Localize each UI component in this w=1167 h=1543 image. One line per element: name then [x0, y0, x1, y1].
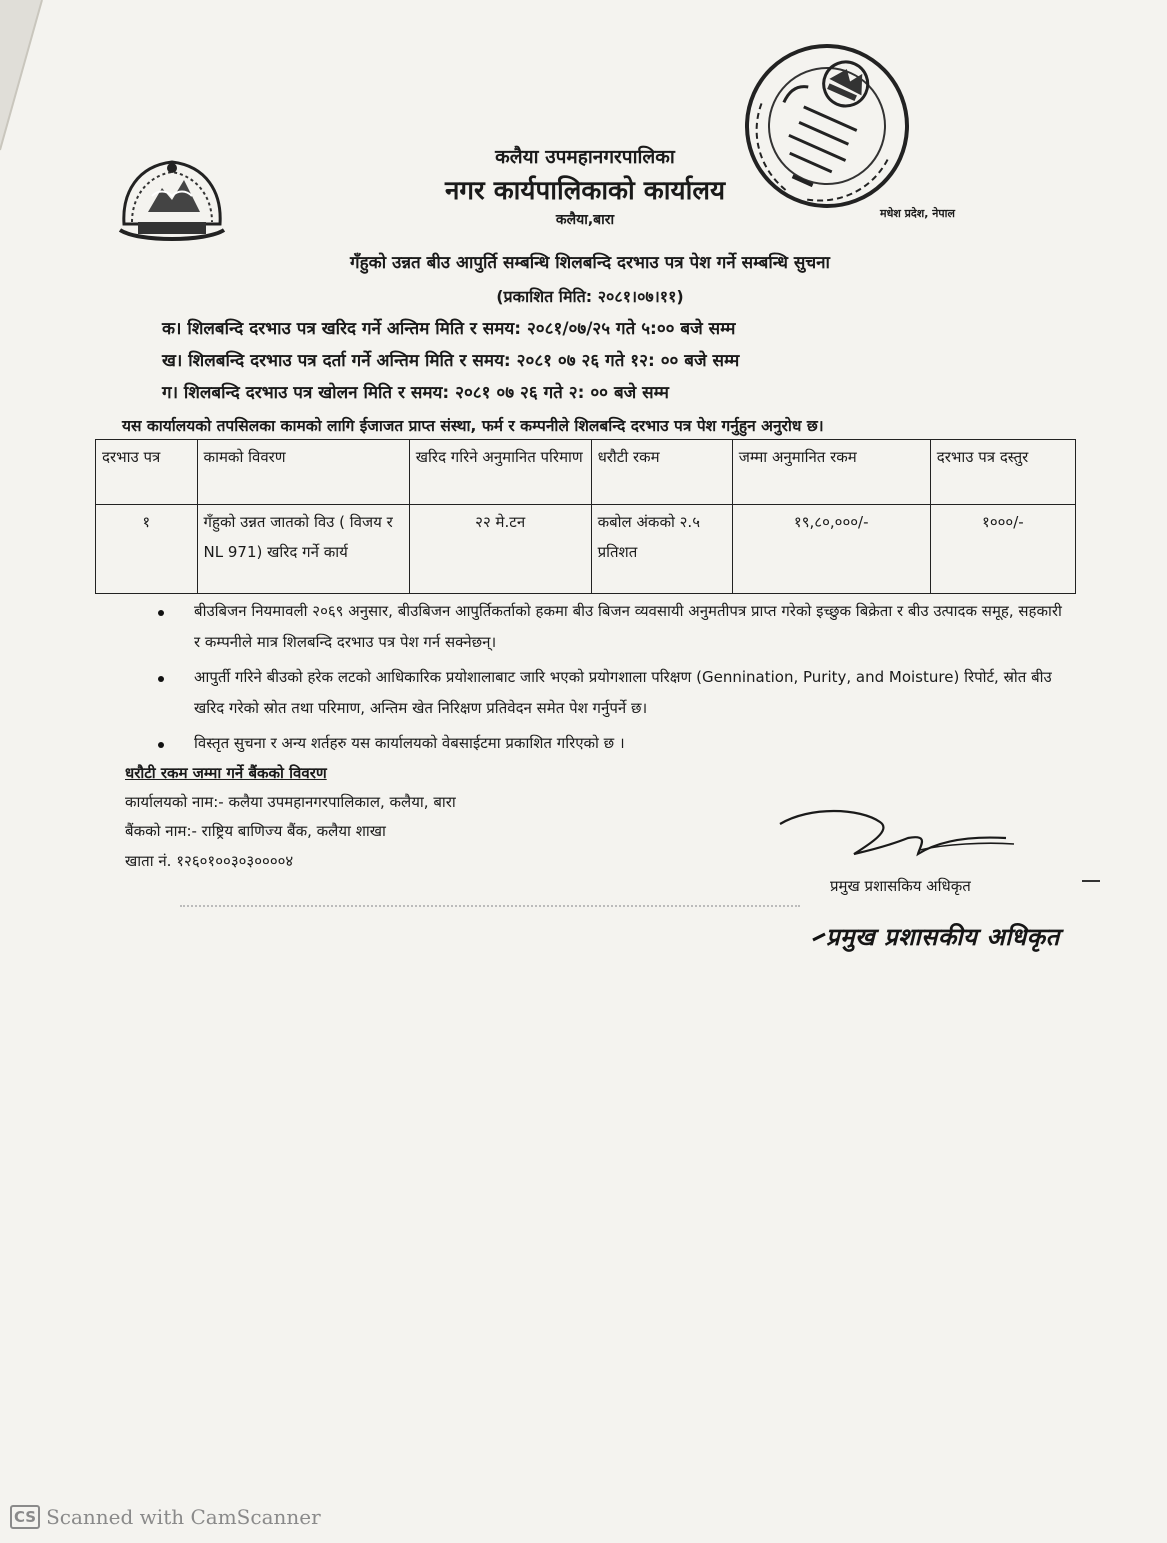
list-item [130, 596, 1070, 658]
bank-office-name: कार्यालयको नाम:- कलैया उपमहानगरपालिकाल, कलैया, बारा [125, 793, 456, 811]
office-location: कलैया,बारा [555, 212, 615, 228]
bank-account-number: खाता नं. १२६०१००३०३००००४ [125, 852, 294, 870]
municipality-name: कलैया उपमहानगरपालिका [495, 146, 675, 168]
scanner-watermark [10, 1505, 321, 1529]
published-date: (प्रकाशित मिति: २०८१।०७।११) [496, 287, 684, 306]
bank-name: बैंकको नाम:- राष्ट्रिय बाणिज्य बैंक, कलैया शाखा [125, 822, 386, 840]
table-cell: १०००/- [930, 505, 1075, 594]
office-seal-icon [738, 36, 916, 216]
table-cell: १९,८०,०००/- [732, 505, 930, 594]
conditions-list [130, 596, 1070, 763]
government-emblem-icon [118, 152, 226, 244]
deadline-opening: ग। शिलबन्दि दरभाउ पत्र खोलन मिति र समय: २०८१ ०७ २६ गते २: ०० बजे सम्म [162, 383, 669, 403]
table-header: जम्मा अनुमानित रकम [732, 440, 930, 505]
table-cell: कबोल अंकको २.५ प्रतिशत [591, 505, 732, 594]
notice-title: गँहुको उन्नत बीउ आपुर्ति सम्बन्धि शिलबन्दि दरभाउ पत्र पेश गर्ने सम्बन्धि सुचना [350, 253, 830, 273]
divider [180, 905, 800, 909]
deadline-registration: ख। शिलबन्दि दरभाउ पत्र दर्ता गर्ने अन्तिम मिति र समय: २०८१ ०७ २६ गते १२: ०० बजे सम्म [162, 351, 740, 371]
condition-text: विस्तृत सुचना र अन्य शर्तहरु यस कार्यालयको वेबसाईटमा प्रकाशित गरिएको छ । [194, 734, 625, 752]
deadline-purchase: क। शिलबन्दि दरभाउ पत्र खरिद गर्ने अन्तिम मिति र समय: २०८१/०७/२५ गते ५:०० बजे सम्म [162, 319, 736, 339]
province-note: मधेश प्रदेश, नेपाल [880, 207, 955, 220]
notice-intro: यस कार्यालयको तपसिलका कामको लागि ईजाजत प्राप्त संस्था, फर्म र कम्पनीले शिलबन्दि दरभाउ पत्र पेश गर्नुहुन अनुरोध छ। [122, 417, 824, 435]
table-header: धरौटी रकम [591, 440, 732, 505]
office-name: नगर कार्यपालिकाको कार्यालय [444, 176, 726, 206]
condition-text: आपुर्ती गरिने बीउको हरेक लटको आधिकारिक प्रयोशालाबाट जारि भएको प्रयोगशाला परिक्षण (Gennination, Purity, and Moisture) रिपोर्ट, स्रोत बीउ खरिद गरेको स्रोत तथा परिमाण, अन्तिम खेत निरिक्षण प्रतिवेदन समेत पेश गर्नुपर्ने छ। [194, 668, 1052, 717]
table-header: दरभाउ पत्र दस्तुर [930, 440, 1075, 505]
bank-details-title: धरौटी रकम जम्मा गर्ने बैंकको विवरण [125, 764, 327, 782]
list-item [130, 728, 1070, 759]
stamp-mark-icon [812, 930, 826, 942]
table-header: खरिद गरिने अनुमानित परिमाण [409, 440, 591, 505]
table-cell: गँहुको उन्नत जातको विउ ( विजय र NL 971) खरिद गर्ने कार्य [197, 505, 409, 594]
divider [1082, 880, 1100, 882]
bid-table [95, 439, 1076, 594]
bullet-icon [158, 742, 164, 748]
condition-text: बीउबिजन नियमावली २०६९ अनुसार, बीउबिजन आपुर्तिकर्ताको हकमा बीउ बिजन व्यवसायी अनुमतीपत्र प्राप्त गरेको इच्छुक बिक्रेता र बीउ उत्पादक समूह, सहकारी र कम्पनीले मात्र शिलबन्दि दरभाउ पत्र पेश गर्न सक्नेछन्। [194, 602, 1062, 651]
bullet-icon [158, 676, 164, 682]
bullet-icon [158, 610, 164, 616]
list-item [130, 662, 1070, 724]
table-cell: १ [96, 505, 198, 594]
scanner-logo-icon: CS [10, 1505, 40, 1529]
table-header-row [96, 440, 1076, 505]
signatory-stamp: प्रमुख प्रशासकीय अधिकृत [826, 923, 1060, 951]
table-row [96, 505, 1076, 594]
handwritten-signature [770, 800, 1020, 870]
watermark-text: Scanned with CamScanner [46, 1505, 321, 1529]
table-header: कामको विवरण [197, 440, 409, 505]
table-cell: २२ मे.टन [409, 505, 591, 594]
signatory-title: प्रमुख प्रशासकिय अधिकृत [830, 877, 971, 895]
table-header: दरभाउ पत्र [96, 440, 198, 505]
